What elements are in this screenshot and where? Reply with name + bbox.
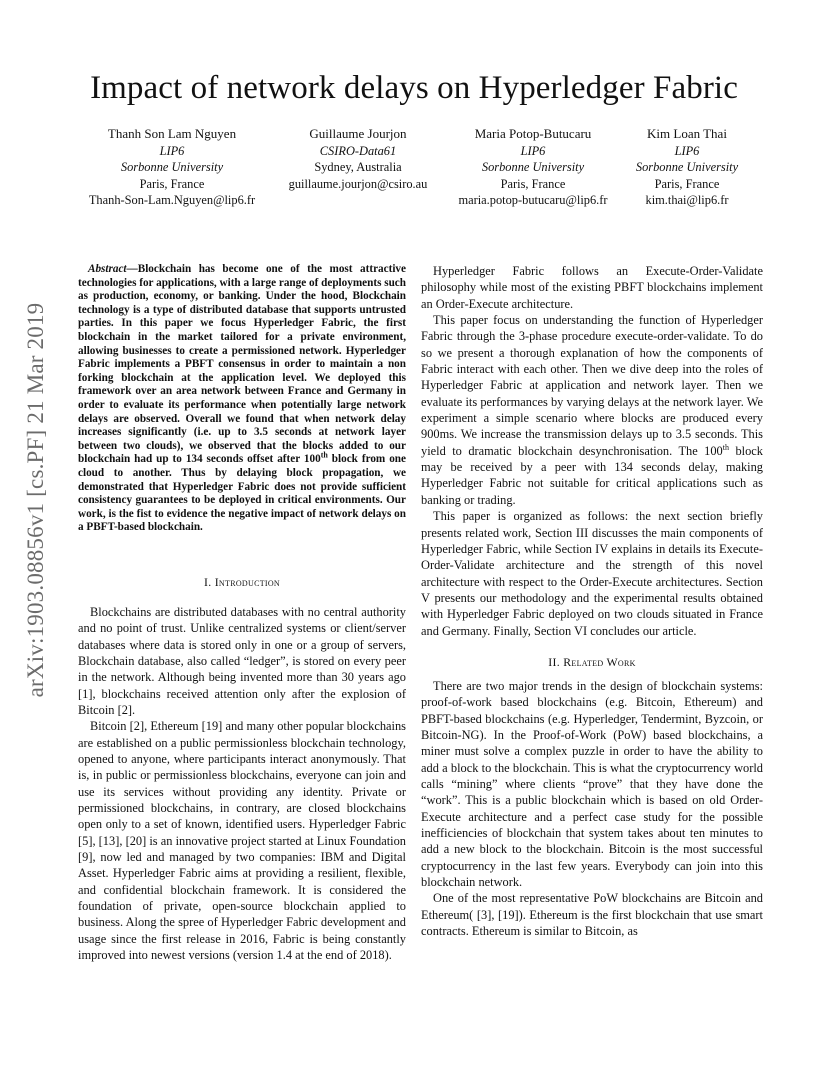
left-column [78, 263, 406, 963]
text-span: This paper focus on understanding the function of Hyperledger Fabric through the 3-phase procedure execute-order-validate. To do so we present a thorough explanation of how the components of Fabric interact with each other. Then we dive deep into the roles of Hyperledger Fabric at application and network layer. Then we evaluate its performances by varying delays at the network layer. We experiment a simple scenario where blocks are produced every 900ms. We increase the transmission delays up to 3.5 seconds. This yield to dramatic blockchain desynchronisation. The 100 [421, 313, 763, 458]
section-heading-related-work [421, 655, 763, 670]
abstract [78, 263, 406, 535]
author-2 [272, 126, 444, 192]
author-dept: LIP6 [520, 143, 546, 158]
paragraph: Bitcoin [2], Ethereum [19] and many other popular blockchains are established on a public permissionless blockchain technology, opened to anyone, where participants interact anonymously. That is, in public or permissionless blockchains, everyone can join and use its services without providing any identity. Private or permissioned blockchains, in contrary, are closed blockchains open only to a set of known, identified users. Hyperledger Fabric [5], [13], [20] is an innovative project started at Linux Foundation [9], now led and managed by two companies: IBM and Digital Asset. Hyperledger Fabric aims at providing a resilient, flexible, and confidential blockchain framework. It is considered the foundation of private, open-source blockchain applied to business. Along the spree of Hyperledger Fabric development and usage since the first release in 2016, Fabric is being constantly improved into newest versions (version 1.4 at the end of 2018). [78, 719, 406, 963]
author-location: Paris, France [139, 176, 205, 191]
author-dept: CSIRO-Data61 [319, 143, 397, 158]
arxiv-sidebar-stamp [6, 250, 66, 750]
author-org: Sorbonne University [635, 160, 739, 174]
author-1 [72, 126, 272, 209]
author-location: Paris, France [500, 176, 566, 191]
author-org: Sorbonne University [481, 160, 585, 174]
author-email: maria.potop-butucaru@lip6.fr [458, 193, 608, 207]
text-span: block may be received by a peer with 134 seconds delay, making Hyperledger Fabric not suitable for critical applications such as banking or trading. [421, 443, 763, 507]
author-name: Thanh Son Lam Nguyen [107, 126, 237, 141]
author-location: Sydney, Australia [314, 160, 402, 174]
section-number: II. [548, 654, 564, 669]
section-heading-introduction [78, 575, 406, 590]
author-block [72, 126, 756, 216]
paragraph: Hyperledger Fabric follows an Execute-Order-Validate philosophy while most of the existing PBFT blockchains implement an Order-Execute architecture. [421, 264, 763, 311]
author-org: Sorbonne University [120, 160, 224, 174]
paragraph: One of the most representative PoW blockchains are Bitcoin and Ethereum( [3], [19]). Ethereum is the first blockchain that use smart contracts. Ethereum is similar to Bitcoin, as [421, 891, 763, 939]
author-dept: LIP6 [159, 143, 185, 158]
author-email: Thanh-Son-Lam.Nguyen@lip6.fr [88, 193, 256, 207]
section-title: Introduction [214, 574, 281, 589]
abstract-text-2: block from one cloud to another. Thus by delaying block propagation, we demonstrated that Hyperledger Fabric does not provide sufficient consistency guarantees to be deployed in critical environments. Our work, is the fist to evidence the negative impact of network delays on a PBFT-based blockchain. [78, 453, 406, 534]
paragraph: Blockchains are distributed databases with no central authority and no point of trust. Unlike centralized systems or client/server databases where data is stored only in one or a group of servers, Blockchain database, also called “ledger”, is stored on every peer in the network. Although being invented more than 30 years ago [1], blockchains received attention only after the explosion of Bitcoin [2]. [78, 604, 406, 717]
author-4 [617, 126, 757, 209]
abstract-label: Abstract [88, 263, 127, 275]
author-email: kim.thai@lip6.fr [645, 193, 729, 207]
section-number: I. [203, 574, 215, 589]
author-email: guillaume.jourjon@csiro.au [288, 176, 428, 191]
superscript: th [722, 442, 729, 452]
abstract-text-1: —Blockchain has become one of the most attractive technologies for applications, with a large range of deployments such as production, economy, or banking. Under the hood, Blockchain technology is a type of distributed database that supports untrusted parties. In this paper we focus Hyperledger Fabric, the first blockchain in the market tailored for a private environment, allowing businesses to create a permissioned network. Hyperledger Fabric implements a PBFT consensus in order to maintain a non forking blockchain at the application level. We deployed this framework over an area network between France and Germany in order to evaluate its performance when potentially large network delays are observed. Overall we found that when network delay increases significantly (i.e. up to 3.5 seconds at network layer between two clouds), we observed that the blocks added to our blockchain had up to 134 seconds offset after 100 [78, 263, 406, 466]
author-3 [447, 126, 619, 209]
right-column [421, 263, 763, 939]
abstract-sup: th [320, 450, 328, 460]
intro-body [78, 604, 406, 964]
author-dept: LIP6 [674, 143, 700, 158]
related-work-body [421, 678, 763, 940]
paper-title: Impact of network delays on Hyperledger Fabric [90, 70, 738, 106]
author-name: Maria Potop-Butucaru [474, 126, 592, 141]
paragraph [421, 312, 763, 508]
author-name: Guillaume Jourjon [309, 126, 407, 141]
intro-body-cont [421, 263, 763, 639]
arxiv-id: arXiv:1903.08856v1 [cs.PF] 21 Mar 2019 [23, 302, 48, 698]
author-location: Paris, France [654, 176, 720, 191]
paragraph: There are two major trends in the design of blockchain systems: proof-of-work based blockchains (e.g. Bitcoin, Ethereum) and PBFT-based blockchains (e.g. Hyperledger, Tendermint, Byzcoin, or Bitcoin-NG). In the Proof-of-Work (PoW) based blockchains, a miner must solve a complex puzzle in order to have the ability to add a block to the blockchain. This is what the cryptocurrency world calls “mining” where clients “prove” that they have done the “work”. This is a public blockchain which is based on old Order-Execute architecture and a perfect case study for the possible inefficiencies of blockchain that system takes about ten minutes to add a new block to the blockchain. Bitcoin is the most successful cryptocurrency in the last few years. Everybody can join into this blockchain network. [421, 678, 763, 890]
paragraph: This paper is organized as follows: the next section briefly presents related work, Section III discusses the main components of Hyperledger Fabric, while Section IV explains in details its Execute-Order-Validate architecture and the strength of this novel architecture with respect to the Order-Execute architectures. Section V presents our methodology and the experimental results obtained with Hyperledger Fabric deployed on two clouds situated in France and Germany. Finally, Section VI concludes our article. [421, 509, 763, 638]
section-title: Related Work [563, 654, 636, 669]
author-name: Kim Loan Thai [647, 126, 727, 141]
